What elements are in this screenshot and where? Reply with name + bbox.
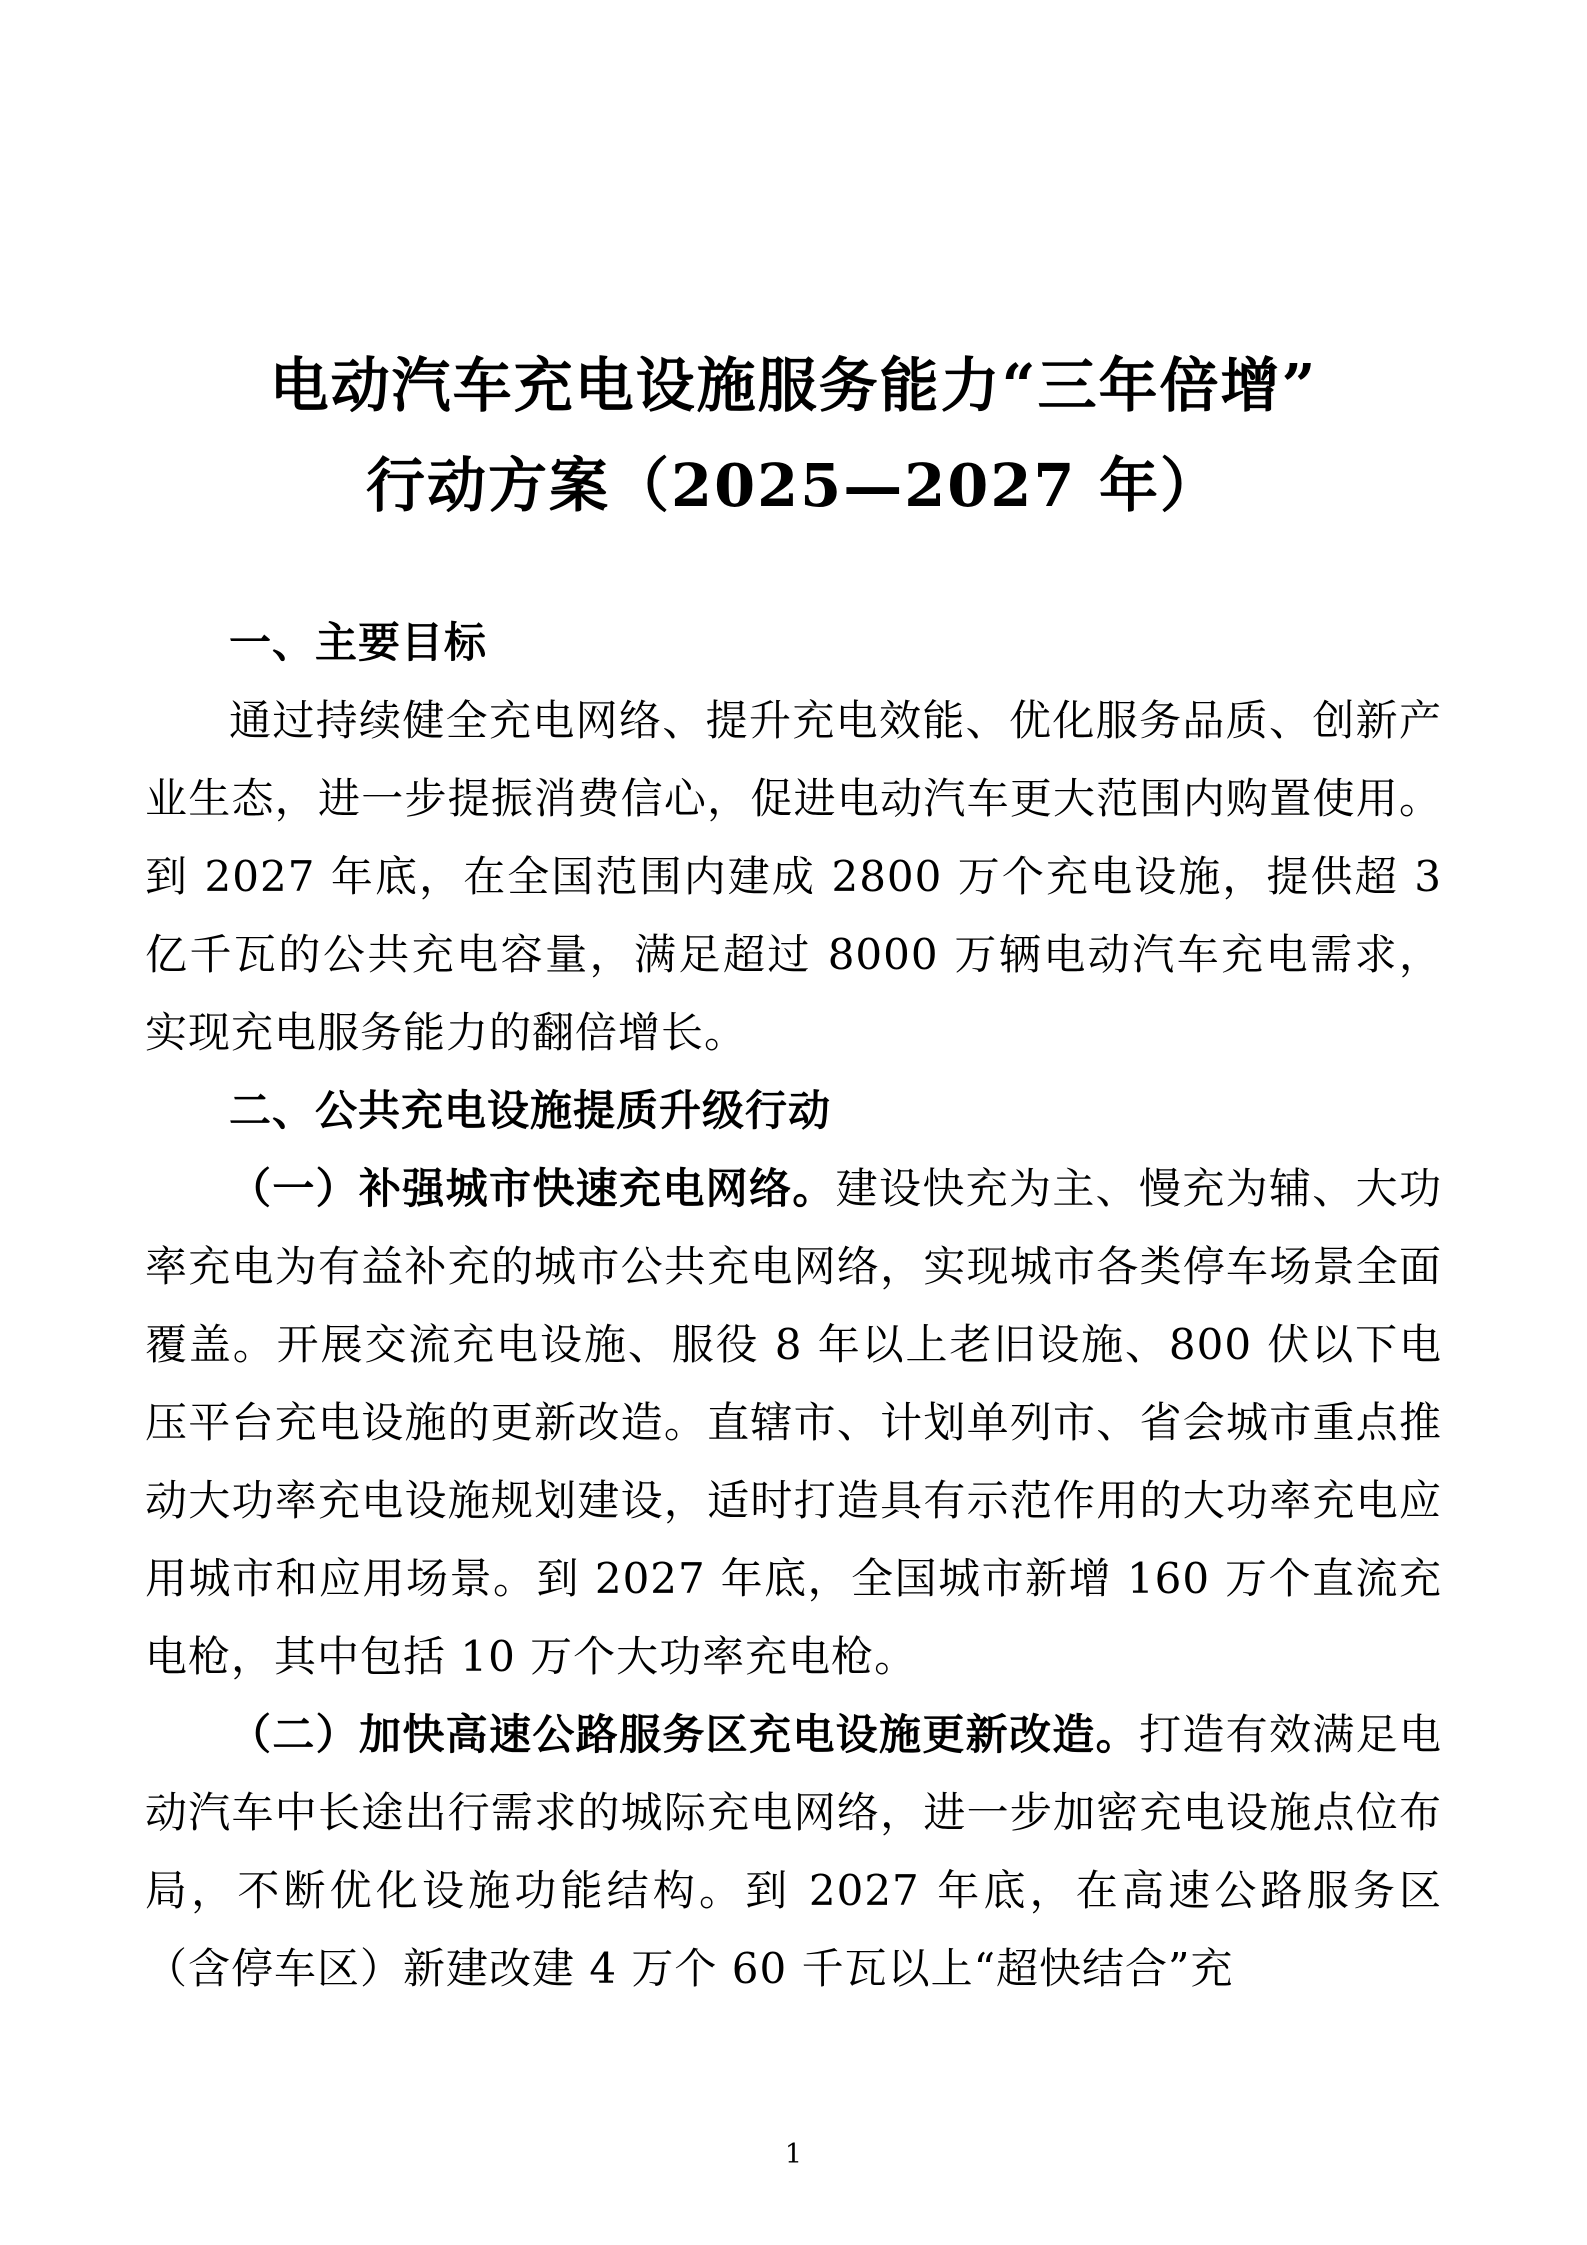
- paragraph-city-fast-charging-lead: （一）补强城市快速充电网络。: [229, 1164, 836, 1213]
- paragraph-city-fast-charging-text: 建设快充为主、慢充为辅、大功率充电为有益补充的城市公共充电网络，实现城市各类停车场景全面覆盖。开展交流充电设施、服役 8 年以上老旧设施、800 伏以下电压平台充电设施的更新改造。直辖市、计划单列市、省会城市重点推动大功率充电设施规划建设，适时打造具有示范作用的大功率充电应用城市和应用场景。到 2027 年底，全国城市新增 160 万个直流充电枪，其中包括 10 万个大功率充电枪。: [145, 1164, 1442, 1681]
- title-line-1: 电动汽车充电设施服务能力“三年倍增”: [269, 351, 1318, 420]
- section-heading-main-goals: 一、主要目标: [229, 618, 488, 667]
- section-heading-public-charging-upgrade: 二、公共充电设施提质升级行动: [229, 1086, 832, 1135]
- paragraph-highway-service-area-lead: （二）加快高速公路服务区充电设施更新改造。: [229, 1710, 1139, 1759]
- title-line-2: 行动方案（2025—2027 年）: [366, 451, 1221, 520]
- document-title: [145, 336, 1442, 536]
- paragraph-highway-service-area: [145, 1696, 1442, 2008]
- paragraph-city-fast-charging: [145, 1150, 1442, 1696]
- paragraph-highway-service-area-text: 打造有效满足电动汽车中长途出行需求的城际充电网络，进一步加密充电设施点位布局，不断优化设施功能结构。到 2027 年底，在高速公路服务区（含停车区）新建改建 4 万个 60 千瓦以上“超快结合”充: [145, 1710, 1442, 1993]
- paragraph-main-goals: 通过持续健全充电网络、提升充电效能、优化服务品质、创新产业生态，进一步提振消费信心，促进电动汽车更大范围内购置使用。到 2027 年底，在全国范围内建成 2800 万个充电设施，提供超 3 亿千瓦的公共充电容量，满足超过 8000 万辆电动汽车充电需求，实现充电服务能力的翻倍增长。: [145, 696, 1442, 1057]
- page-number: 1: [784, 2139, 803, 2170]
